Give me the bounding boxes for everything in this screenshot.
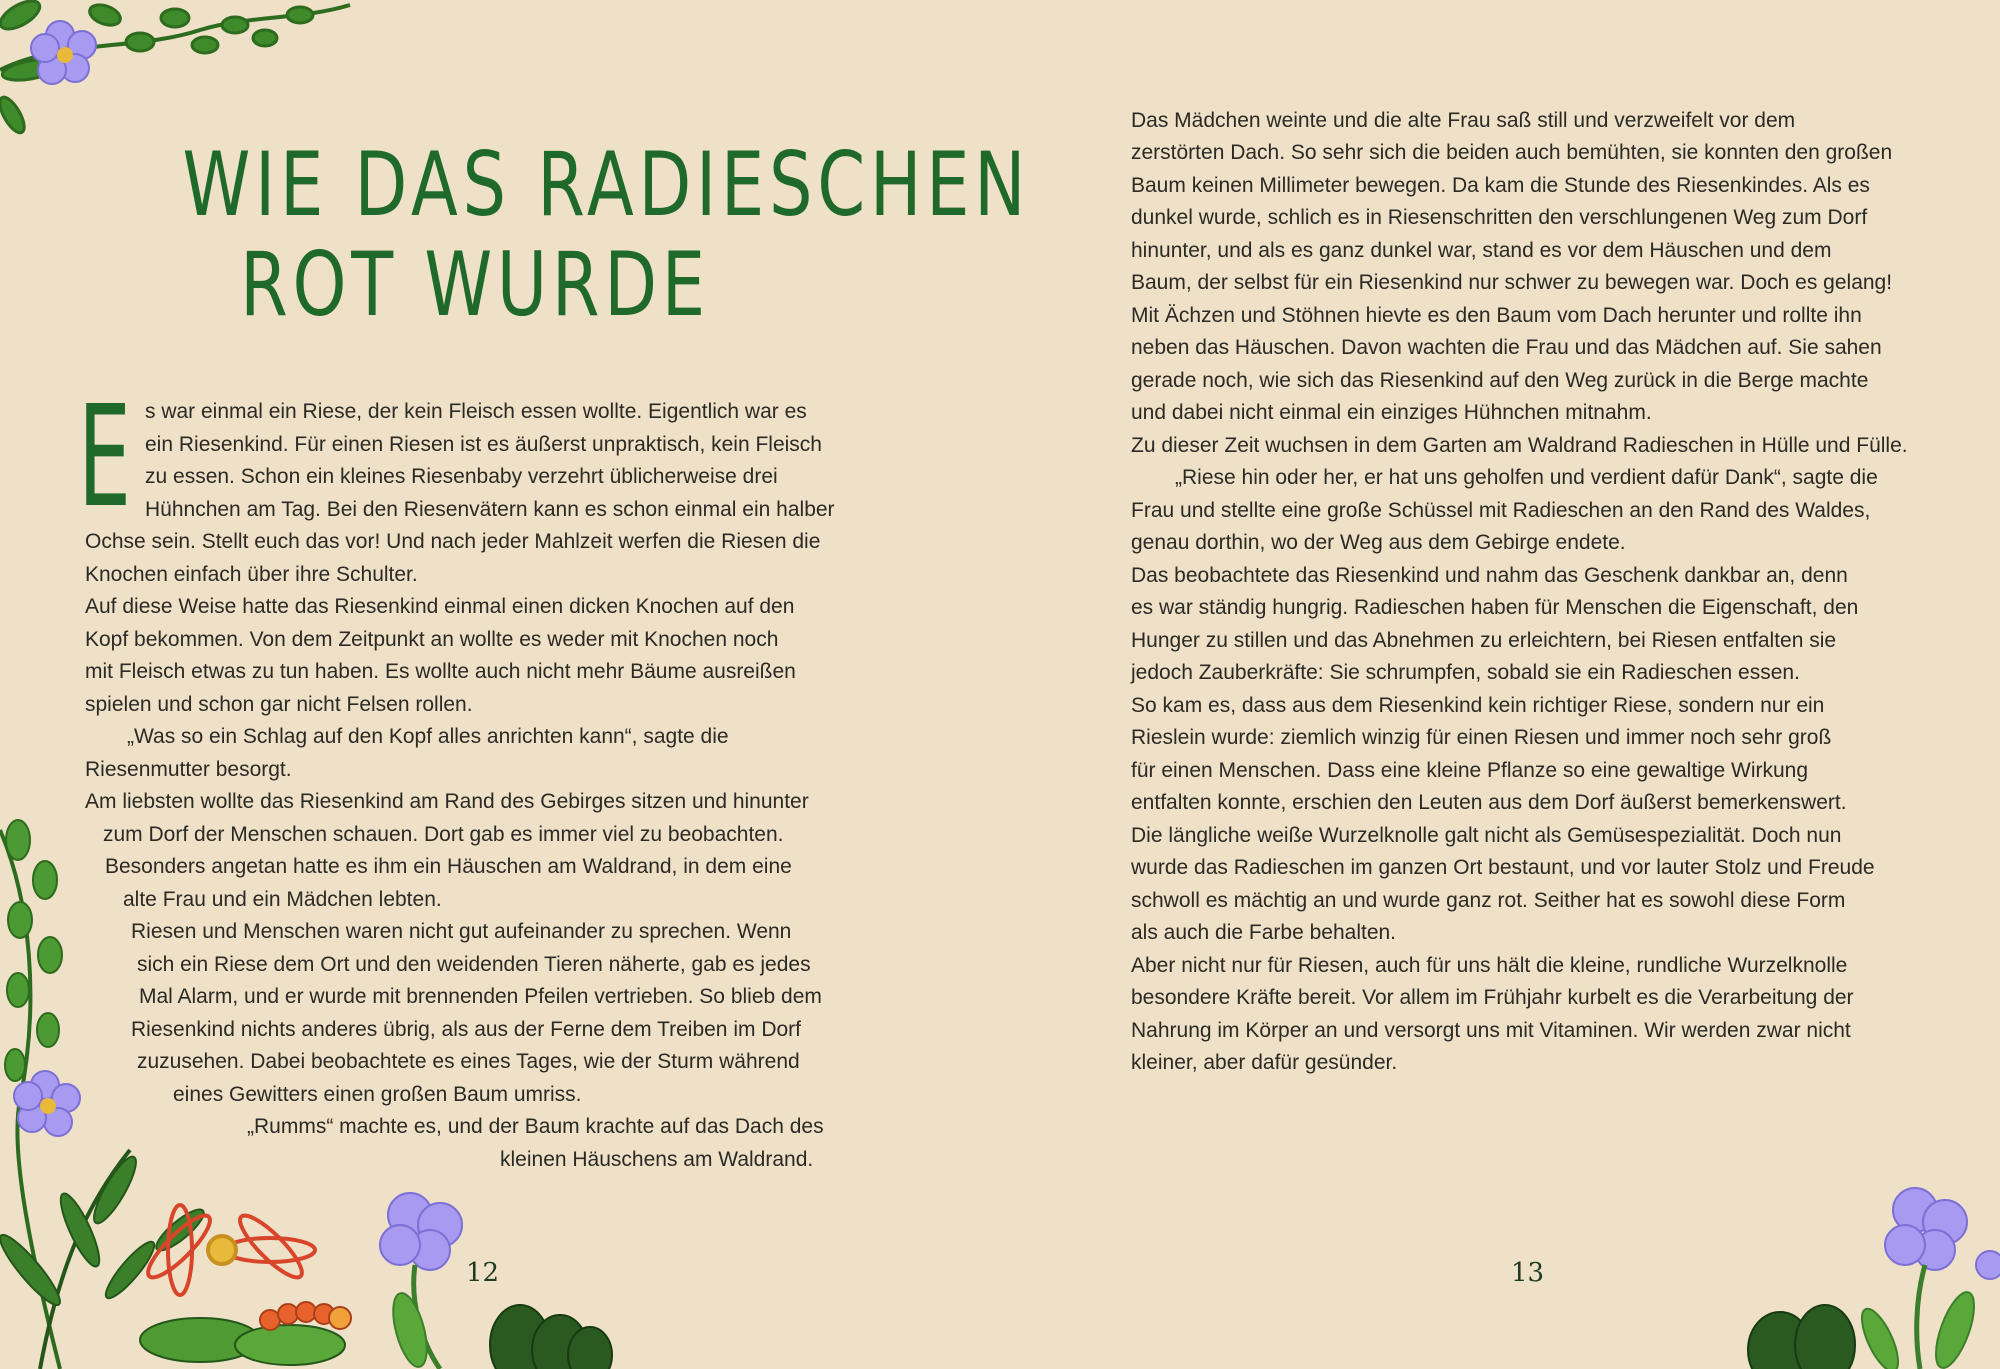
text-line: wurde das Radieschen im ganzen Ort bestaunt, und vor lauter Stolz und Freude [1131,856,1875,879]
text-line: Aber nicht nur für Riesen, auch für uns hält die kleine, rundliche Wurzelknolle [1131,954,1848,977]
text-line: für einen Menschen. Dass eine kleine Pflanze so eine gewaltige Wirkung [1131,759,1809,782]
text-line: besondere Kräfte bereit. Vor allem im Frühjahr kurbelt es die Verarbeitung der [1131,986,1854,1009]
text-line: So kam es, dass aus dem Riesenkind kein richtiger Riese, sondern nur ein [1131,694,1825,717]
text-line: zerstörten Dach. So sehr sich die beiden auch bemühten, sie konnten den großen [1131,141,1893,164]
text-line: Zu dieser Zeit wuchsen in dem Garten am Waldrand Radieschen in Hülle und Fülle. [1131,434,1908,457]
text-line: eines Gewitters einen großen Baum umriss. [173,1083,582,1106]
top-left-vine [0,0,350,136]
text-line: Mal Alarm, und er wurde mit brennenden Pfeilen vertrieben. So blieb dem [139,985,822,1008]
text-line: dunkel wurde, schlich es in Riesenschritten den verschlungenen Weg zum Dorf [1131,206,1868,229]
text-line: Baum keinen Millimeter bewegen. Da kam die Stunde des Riesenkindes. Als es [1131,174,1870,197]
text-line: neben das Häuschen. Davon wachten die Frau und das Mädchen auf. Sie sahen [1131,336,1882,359]
text-line: und dabei nicht einmal ein einziges Hühnchen mitnahm. [1131,401,1652,424]
text-line: „Rumms“ machte es, und der Baum krachte auf das Dach des [247,1115,824,1138]
text-line: Ochse sein. Stellt euch das vor! Und nach jeder Mahlzeit werfen die Riesen die [85,530,821,553]
text-line: Riesenkind nichts anderes übrig, als aus der Ferne dem Treiben im Dorf [131,1018,801,1041]
text-line: spielen und schon gar nicht Felsen rollen. [85,693,473,716]
text-line: Die längliche weiße Wurzelknolle galt nicht als Gemüsespezialität. Doch nun [1131,824,1842,847]
text-line: zum Dorf der Menschen schauen. Dort gab es immer viel zu beobachten. [103,823,784,846]
text-line: Riesen und Menschen waren nicht gut aufeinander zu sprechen. Wenn [131,920,792,943]
text-line: Knochen einfach über ihre Schulter. [85,563,418,586]
text-line: Das beobachtete das Riesenkind und nahm das Geschenk dankbar an, denn [1131,564,1848,587]
text-line: „Was so ein Schlag auf den Kopf alles anrichten kann“, sagte die [127,725,729,748]
text-line: ein Riesenkind. Für einen Riesen ist es äußerst unpraktisch, kein Fleisch [145,433,822,456]
text-line: schwoll es mächtig an und wurde ganz rot. Seither hat es sowohl diese Form [1131,889,1846,912]
bottom-left-foliage [0,1150,345,1369]
text-line: Am liebsten wollte das Riesenkind am Rand des Gebirges sitzen und hinunter [85,790,809,813]
text-line: Kopf bekommen. Von dem Zeitpunkt an wollte es weder mit Knochen noch [85,628,779,651]
dark-bush-left [490,1305,612,1369]
text-line: Das Mädchen weinte und die alte Frau saß still und verzweifelt vor dem [1131,109,1796,132]
text-line: Baum, der selbst für ein Riesenkind nur schwer zu bewegen war. Doch es gelang! [1131,271,1893,294]
red-daisy [141,1205,315,1295]
text-line: Mit Ächzen und Stöhnen hievte es den Baum vom Dach herunter und rollte ihn [1131,304,1862,327]
title-line-1: WIE DAS RADIESCHEN [182,133,1031,236]
left-side-vine [0,820,62,1369]
text-line: Hühnchen am Tag. Bei den Riesenvätern kann es schon einmal ein halber [145,498,835,521]
text-line: Nahrung im Körper an und versorgt uns mit Vitaminen. Wir werden zwar nicht [1131,1019,1851,1042]
text-line: zu essen. Schon ein kleines Riesenbaby verzehrt üblicherweise drei [145,465,778,488]
text-line: gerade noch, wie sich das Riesenkind auf den Weg zurück in die Berge machte [1131,369,1869,392]
text-line: kleinen Häuschens am Waldrand. [500,1148,814,1171]
text-line: Hunger zu stillen und das Abnehmen zu erleichtern, bei Riesen entfalten sie [1131,629,1837,652]
text-line: Rieslein wurde: ziemlich winzig für einen Riesen und immer noch sehr groß [1131,726,1832,749]
dark-bush-right [1748,1305,1855,1369]
text-line: jedoch Zauberkräfte: Sie schrumpfen, sobald sie ein Radieschen essen. [1131,661,1800,684]
text-line: sich ein Riese dem Ort und den weidenden Tieren näherte, gab es jedes [137,953,811,976]
text-line: es war ständig hungrig. Radieschen haben für Menschen die Eigenschaft, den [1131,596,1859,619]
text-line: „Riese hin oder her, er hat uns geholfen und verdient dafür Dank“, sagte die [1175,466,1878,489]
purple-flower-top [31,21,96,84]
page-number-right: 13 [1511,1258,1545,1288]
purple-flower-right [1855,1188,2000,1369]
text-line: genau dorthin, wo der Weg aus dem Gebirge endete. [1131,531,1626,554]
text-line: zuzusehen. Dabei beobachtete es eines Tages, wie der Sturm während [137,1050,800,1073]
text-line: Frau und stellte eine große Schüssel mit Radieschen an den Rand des Waldes, [1131,499,1871,522]
purple-flower-left [14,1071,80,1136]
caterpillar [260,1302,351,1330]
text-line: mit Fleisch etwas zu tun haben. Es wollte auch nicht mehr Bäume ausreißen [85,660,796,683]
title-line-2: ROT WURDE [240,233,710,336]
text-line: hinunter, und als es ganz dunkel war, stand es vor dem Häuschen und dem [1131,239,1832,262]
purple-flower-bottom-left [380,1193,462,1369]
text-line: als auch die Farbe behalten. [1131,921,1397,944]
text-line: alte Frau und ein Mädchen lebten. [123,888,442,911]
text-line: s war einmal ein Riese, der kein Fleisch essen wollte. Eigentlich war es [145,400,807,423]
text-line: kleiner, aber dafür gesünder. [1131,1051,1398,1074]
page-number-left: 12 [466,1258,500,1288]
text-line: Riesenmutter besorgt. [85,758,292,781]
text-line: entfalten konnte, erschien den Leuten aus dem Dorf äußerst bemerkenswert. [1131,791,1847,814]
text-line: Besonders angetan hatte es ihm ein Häuschen am Waldrand, in dem eine [105,855,792,878]
drop-cap: E [78,376,132,539]
story-title [182,133,1031,336]
text-line: Auf diese Weise hatte das Riesenkind einmal einen dicken Knochen auf den [85,595,795,618]
